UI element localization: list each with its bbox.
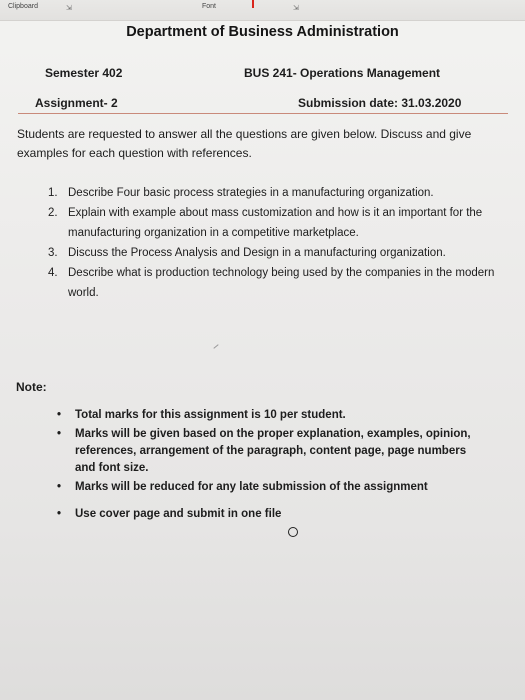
question-number: 3. <box>48 247 58 259</box>
question-item <box>48 263 500 303</box>
note-item <box>57 426 487 477</box>
note-text: Marks will be reduced for any late submission of the assignment <box>75 481 428 493</box>
bullet-icon: • <box>57 409 62 421</box>
note-text: Use cover page and submit in one file <box>75 508 282 520</box>
bullet-icon: • <box>57 428 62 440</box>
question-text: Explain with example about mass customization and how is it an important for the manufacturing organization in a competitive marketplace. <box>68 207 483 239</box>
question-item <box>48 203 500 243</box>
note-item <box>57 506 487 523</box>
note-item <box>57 479 487 496</box>
question-number: 4. <box>48 267 58 279</box>
question-item <box>48 243 500 263</box>
note-label: Note: <box>16 380 47 394</box>
header-divider <box>18 113 508 114</box>
font-color-indicator <box>252 0 254 8</box>
bullet-icon: • <box>57 481 62 493</box>
question-number: 1. <box>48 187 58 199</box>
clipboard-group-label: Clipboard <box>8 3 38 10</box>
bullet-icon: • <box>57 508 62 520</box>
clipboard-dialog-launcher-icon[interactable]: ⇲ <box>66 5 72 12</box>
intro-paragraph: Students are requested to answer all the questions are given below. Discuss and give examples for each question with references. <box>17 127 472 160</box>
font-group-label: Font <box>202 3 217 10</box>
question-number: 2. <box>48 207 58 219</box>
note-item <box>57 407 487 424</box>
note-text: Marks will be given based on the proper explanation, examples, opinion, references, arrangement of the paragraph, content page, page numbers and font size. <box>75 428 471 474</box>
note-text: Total marks for this assignment is 10 per student. <box>75 409 346 421</box>
submission-date-text: Submission date: 31.03.2020 <box>298 96 462 110</box>
question-item <box>48 183 500 203</box>
semester-text: Semester 402 <box>45 66 123 80</box>
question-text: Describe Four basic process strategies in a manufacturing organization. <box>68 187 434 199</box>
notes-list <box>57 407 487 525</box>
question-text: Describe what is production technology being used by the companies in the modern world. <box>68 267 495 299</box>
assignment-text: Assignment- 2 <box>35 96 118 110</box>
font-dialog-launcher-icon[interactable]: ⇲ <box>293 5 299 12</box>
questions-list <box>48 183 500 303</box>
course-text: BUS 241- Operations Management <box>244 66 441 80</box>
cursor-circle-icon <box>288 527 298 537</box>
ribbon-bar <box>0 0 525 21</box>
stray-mark <box>213 344 218 349</box>
document-title: Department of Business Administration <box>126 24 399 40</box>
question-text: Discuss the Process Analysis and Design in a manufacturing organization. <box>68 247 446 259</box>
